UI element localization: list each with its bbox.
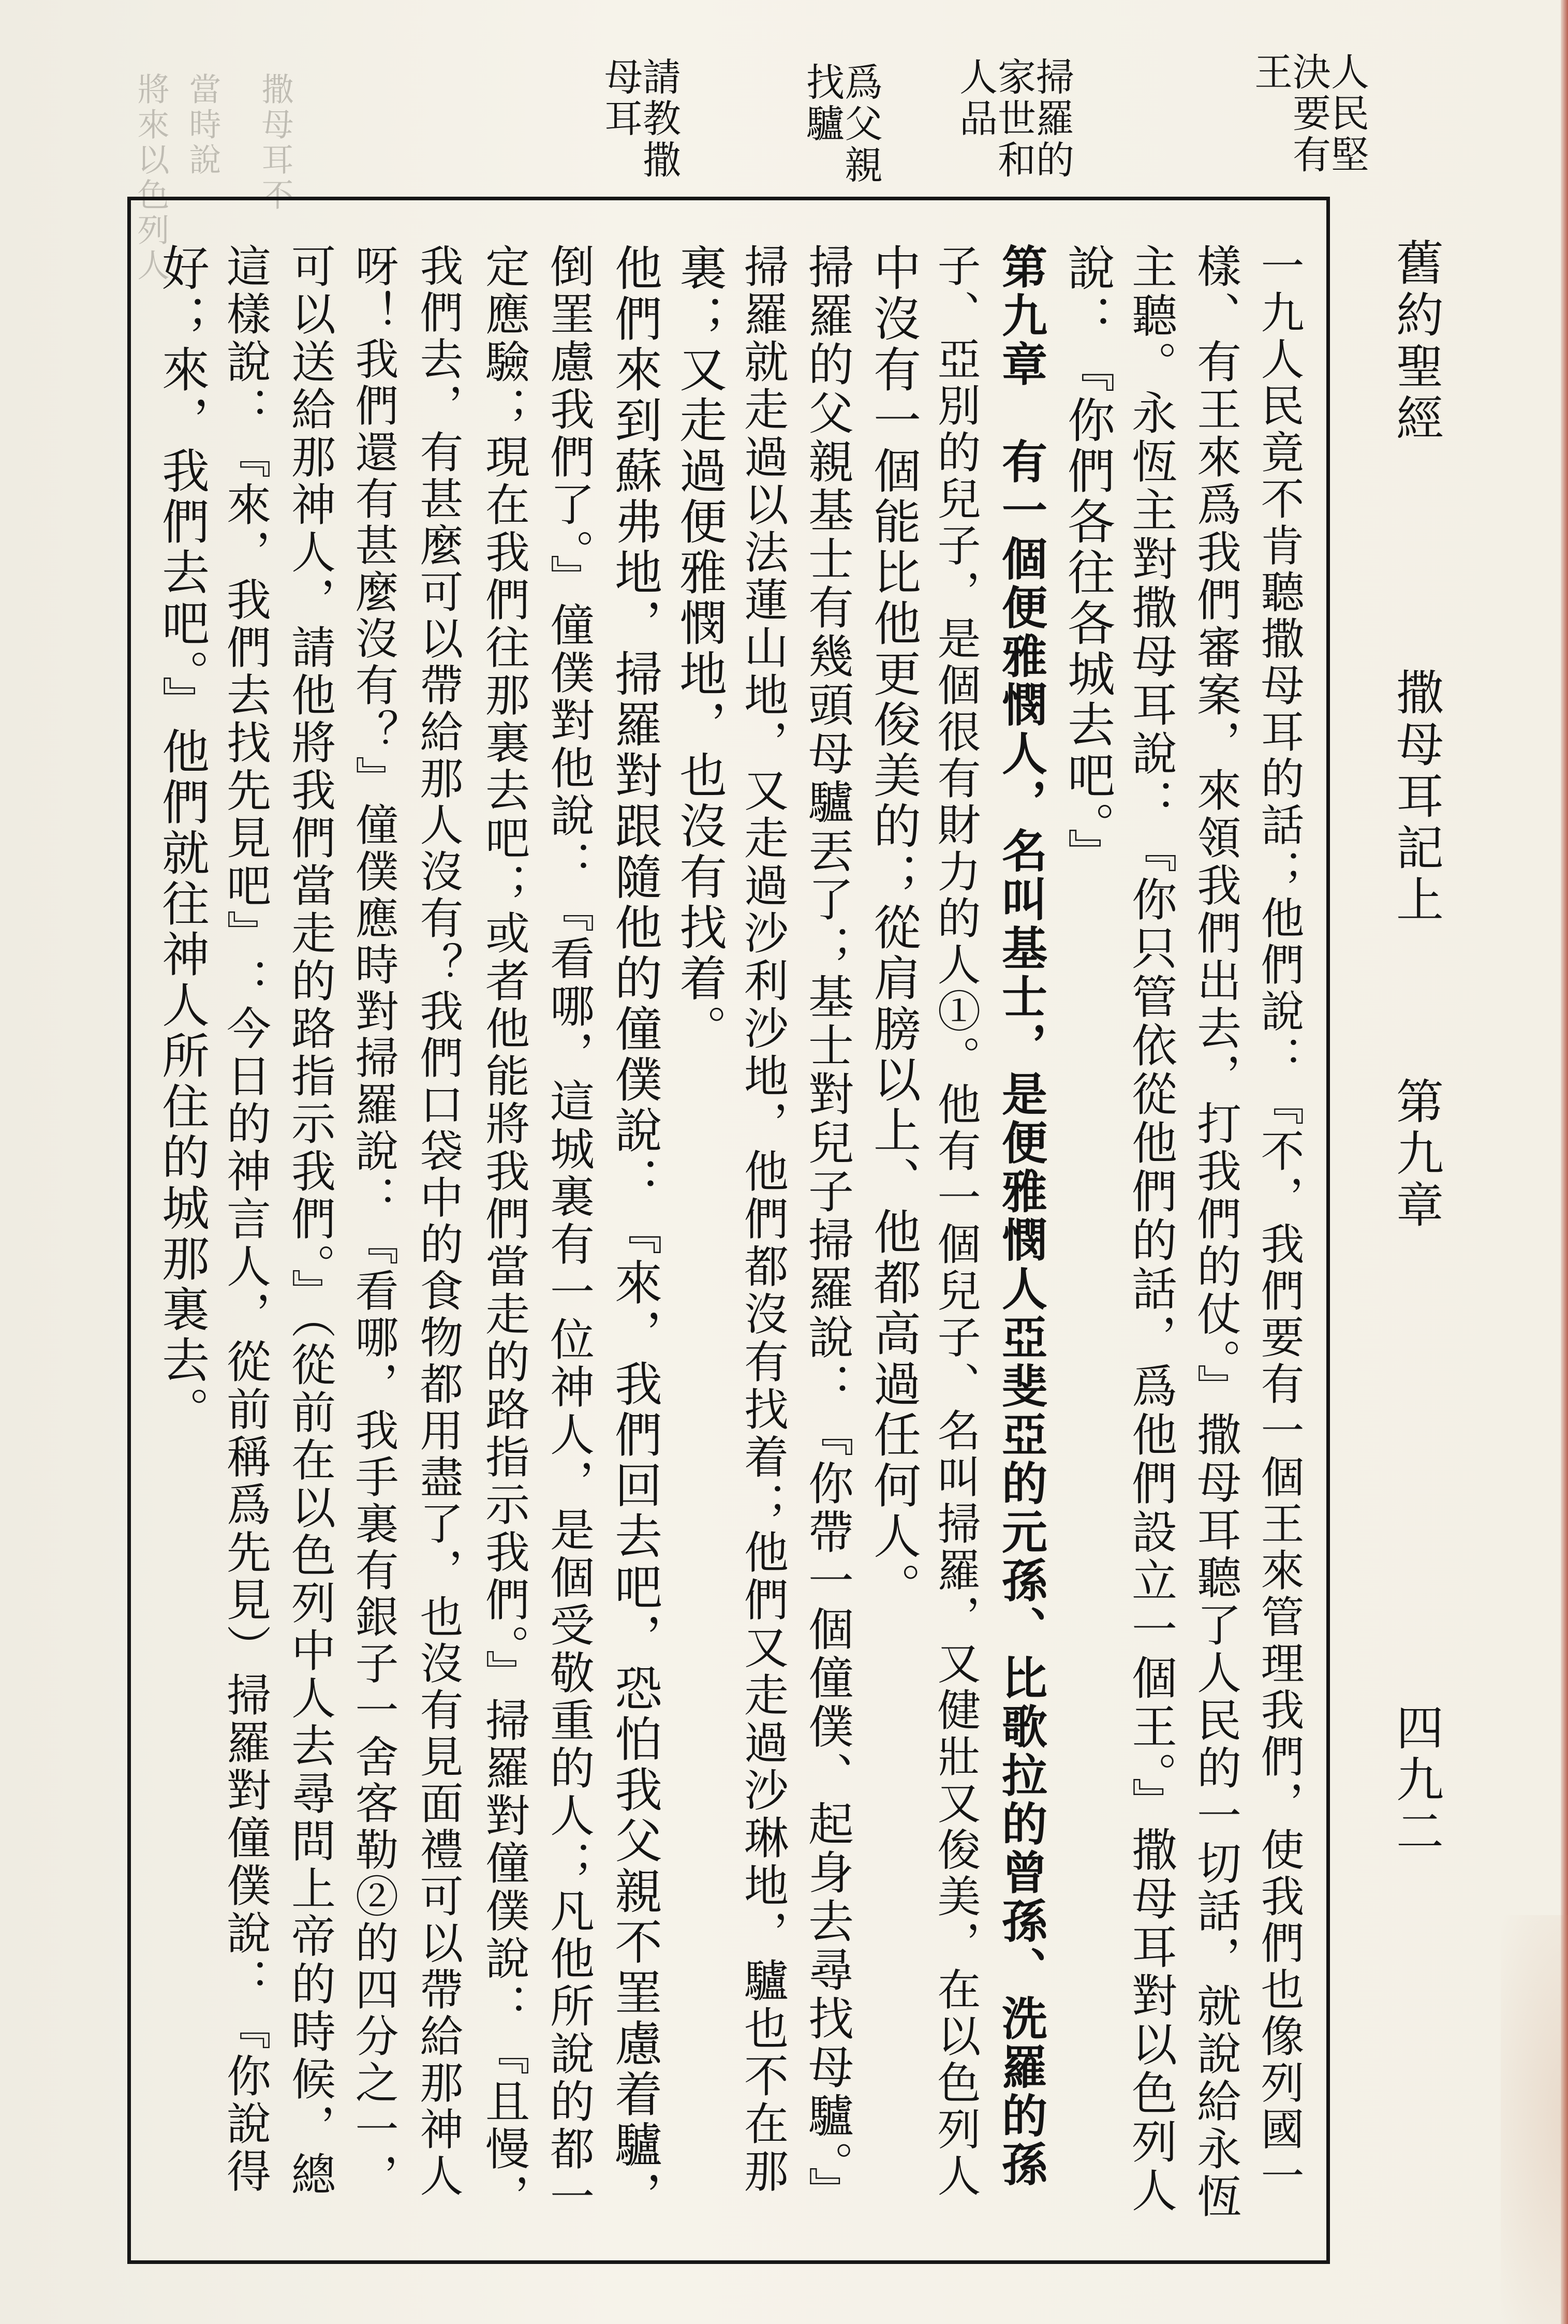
text-column: 可以送給那神人，請他將我們當走的路指示我們。』（從前在以色列中人去尋問上帝的時候，總	[284, 243, 335, 2199]
text-column: 樣、有王來爲我們審案，來領我們出去，打我們的仗。』撒母耳聽了人民的一切話，就說給永恆	[1189, 243, 1241, 2221]
text-column: 中沒有一個能比他更俊美的；從肩膀以上、他都高過任何人。	[866, 243, 921, 1613]
margin-gloss: 掃羅的家世和人品	[953, 57, 1074, 181]
chapter-label: 第九章	[1388, 1077, 1444, 1232]
text-column: 呀！我們還有甚麼沒有？』僮僕應時對掃羅說：『看哪，我手裏有銀子一舍客勒②的四分之一，	[348, 243, 399, 2200]
text-column: 掃羅的父親基士有幾頭母驢丟了；基士對兒子掃羅說：『你帶一個僮僕、起身去尋找母驢。』	[801, 243, 854, 2215]
page-number: 四九二	[1388, 1703, 1444, 1858]
margin-gloss: 爲父親找驢	[800, 62, 883, 186]
margin-gloss: 請教撒母耳	[598, 57, 681, 181]
text-column: 主聽。永恆主對撒母耳說：『你只管依從他們的話，爲他們設立一個王。』撒母耳對以色列人	[1125, 243, 1178, 2215]
text-column: 說：『你們各往各城去吧。』	[1060, 243, 1115, 879]
book-title: 舊約聖經	[1388, 238, 1444, 445]
text-column: 這樣說：『來，我們去找先見吧』：今日的神言人，從前稱爲先見）掃羅對僮僕說：『你說得	[219, 243, 271, 2196]
text-column: 倒罣慮我們了。』僮僕對他說：『看哪，這城裏有一位神人，是個受敬重的人；凡他所說的都一	[542, 243, 594, 2221]
bleed-through-text: 將來以色列人	[132, 72, 170, 284]
bleed-through-text: 撒母耳不	[256, 72, 294, 213]
margin-gloss: 人民堅決要有王	[1248, 52, 1369, 176]
chapter-book: 撒母耳記上	[1388, 668, 1444, 926]
bleed-through-text: 當時說	[184, 72, 221, 178]
text-column: 一九人民竟不肯聽撒母耳的話；他們說：『不，我們要有一個王來管理我們，使我們也像列國一	[1254, 243, 1305, 2200]
chapter-heading-column: 第九章 有一個便雅憫人，名叫基士，是便雅憫人亞斐亞的元孫、比歌拉的曾孫、洗羅的孫	[995, 243, 1048, 2189]
text-column: 定應驗；現在我們往那裏去吧；或者他能將我們當走的路指示我們。』掃羅對僮僕說：『且慢，	[478, 243, 529, 2221]
text-column: 裏；又走過便雅憫地，也沒有找着。	[672, 243, 727, 1055]
text-column: 我們去，有甚麼可以帶給那人沒有？我們口袋中的食物都用盡了，也沒有見面禮可以帶給那神人	[413, 243, 464, 2200]
page-stain	[1501, 1915, 1568, 2324]
text-column: 好；來，我們去吧。』他們就往神人所住的城那裏去。	[154, 243, 210, 1437]
text-column: 子、亞別的兒子，是個很有財力的人①。他有一個兒子、名叫掃羅，又健壯又俊美，在以色列人	[930, 243, 981, 2200]
text-column: 掃羅就走過以法蓮山地，又走過沙利沙地，他們都沒有找着；他們又走過沙琳地，驢也不在那	[736, 243, 788, 2196]
text-column: 他們來到蘇弗地，掃羅對跟隨他的僮僕說：『來，我們回去吧，恐怕我父親不罣慮着驢，	[607, 243, 662, 2222]
